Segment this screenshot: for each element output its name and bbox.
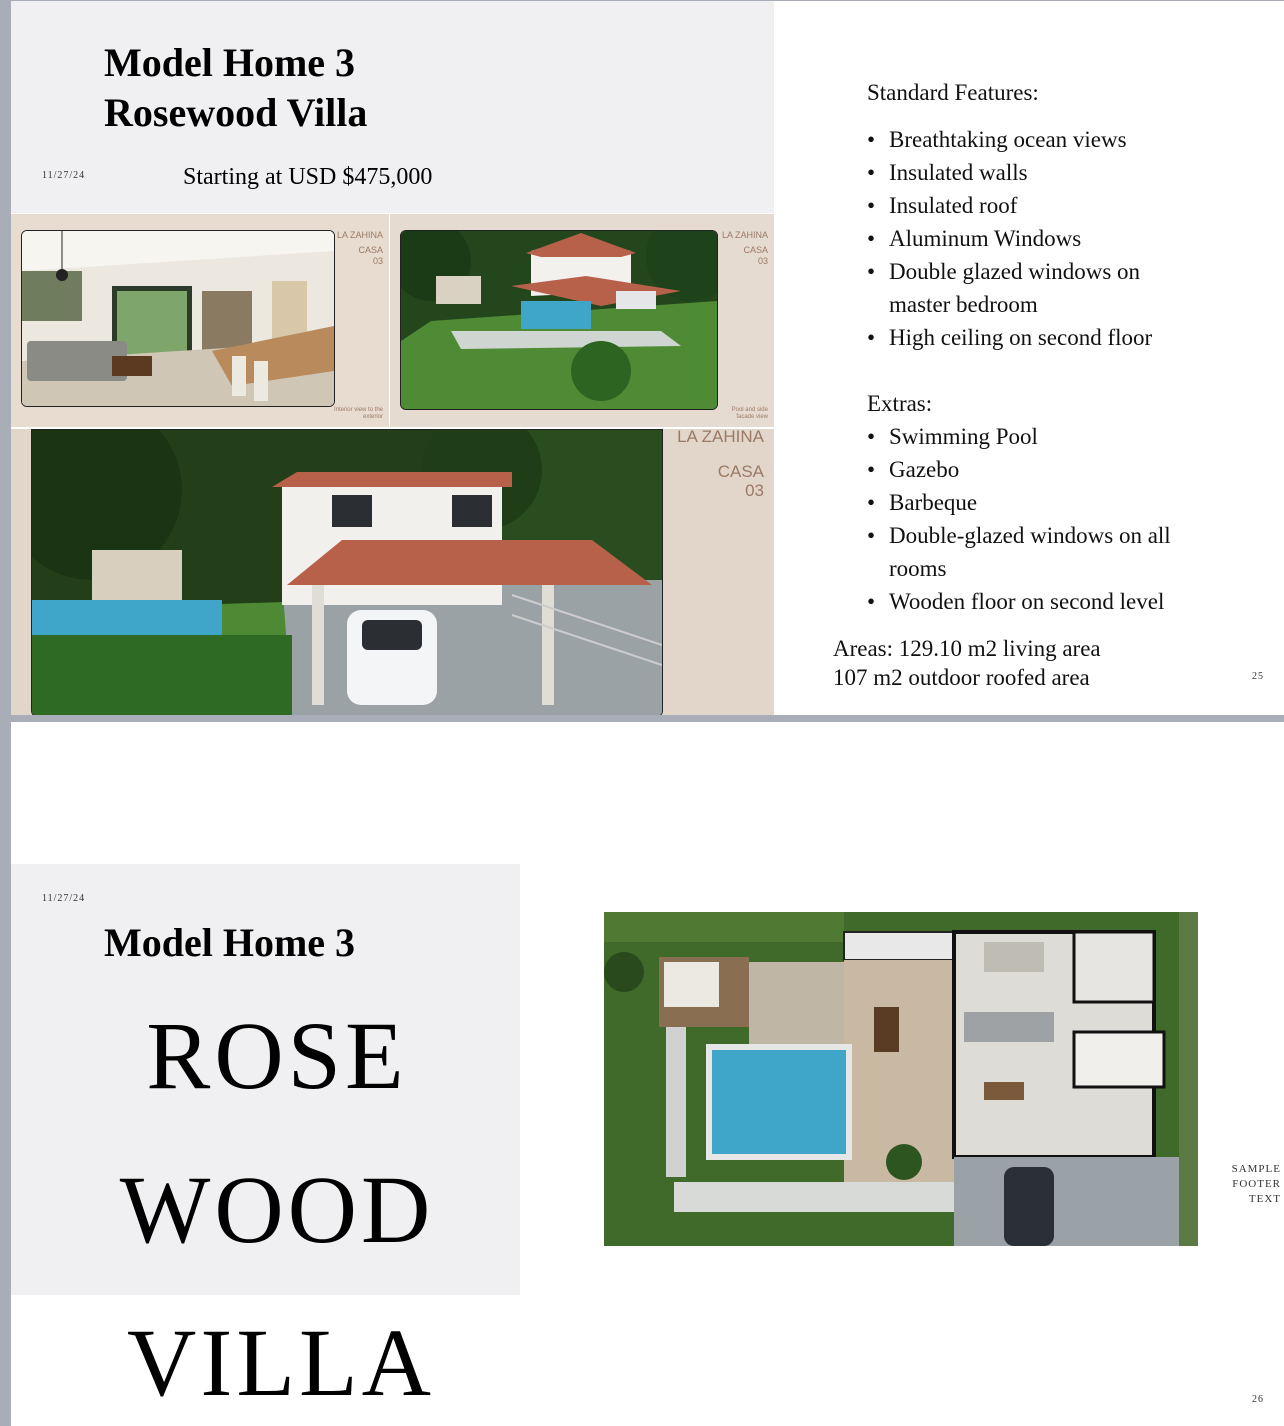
page-number: 26 (1252, 1394, 1264, 1405)
page-title: Model Home 3 (104, 920, 356, 965)
casa-number: 03 (757, 256, 768, 266)
standard-features-heading: Standard Features: (867, 80, 1039, 105)
extra-item: • Wooden floor on second level (867, 585, 1267, 618)
title-word-villa: VILLA (127, 1309, 435, 1416)
interior-render-panel (11, 214, 389, 427)
interior-caption: Interior view to the exterior (333, 407, 383, 420)
extra-item: • Gazebo (867, 453, 1267, 486)
areas-section (833, 634, 1101, 692)
title-line-2: Rosewood Villa (104, 90, 368, 135)
brand-name: LA ZAHINA (721, 230, 768, 240)
living-area: Areas: 129.10 m2 living area (833, 636, 1101, 661)
exterior-render-panel (11, 429, 774, 715)
title-line-1: Model Home 3 (104, 40, 356, 85)
exterior-render-image (31, 429, 663, 715)
casa-label: CASA (743, 245, 768, 255)
feature-item: • Insulated walls (867, 156, 1267, 189)
footer-text: SAMPLE FOOTER TEXT (1231, 1163, 1281, 1205)
pool-render-image (400, 230, 718, 410)
feature-item: • Insulated roof (867, 189, 1267, 222)
title-word-rose: ROSE (146, 1002, 408, 1109)
interior-render-image (21, 230, 335, 407)
panel-brand-label (337, 230, 383, 267)
panel-brand-label (722, 230, 768, 267)
pool-render-panel (390, 214, 774, 427)
slide-date: 11/27/24 (42, 170, 86, 181)
slide-date: 11/27/24 (42, 893, 86, 904)
casa-number: 03 (745, 481, 764, 500)
slide-25 (11, 1, 1284, 715)
extra-item: • Swimming Pool (867, 420, 1267, 453)
extras-list (867, 420, 1267, 618)
feature-item: • Breathtaking ocean views (867, 123, 1267, 156)
brand-name: LA ZAHINA (677, 429, 764, 446)
floor-plan-image (604, 912, 1198, 1246)
feature-item: • High ceiling on second floor (867, 321, 1267, 354)
slide-26 (11, 722, 1284, 1426)
title-word-wood: WOOD (119, 1156, 435, 1263)
feature-item: • Aluminum Windows (867, 222, 1267, 255)
page-number: 25 (1252, 671, 1264, 682)
extra-item: • Barbeque (867, 486, 1267, 519)
extras-heading: Extras: (867, 391, 933, 416)
title-box (11, 1, 774, 213)
casa-label: CASA (358, 245, 383, 255)
starting-price: Starting at USD $475,000 (183, 164, 433, 190)
pool-caption: Pool and side facade view (731, 407, 768, 420)
casa-number: 03 (372, 256, 383, 266)
page-title (104, 38, 367, 138)
features-section (867, 77, 1267, 618)
outdoor-area: 107 m2 outdoor roofed area (833, 665, 1090, 690)
brand-name: LA ZAHINA (336, 230, 383, 240)
casa-label: CASA (717, 462, 764, 481)
standard-features-list (867, 123, 1267, 354)
extra-item: • Double-glazed windows on all rooms (867, 519, 1199, 585)
panel-brand-label (677, 429, 764, 500)
feature-item: • Double glazed windows on master bedroom (867, 255, 1169, 321)
